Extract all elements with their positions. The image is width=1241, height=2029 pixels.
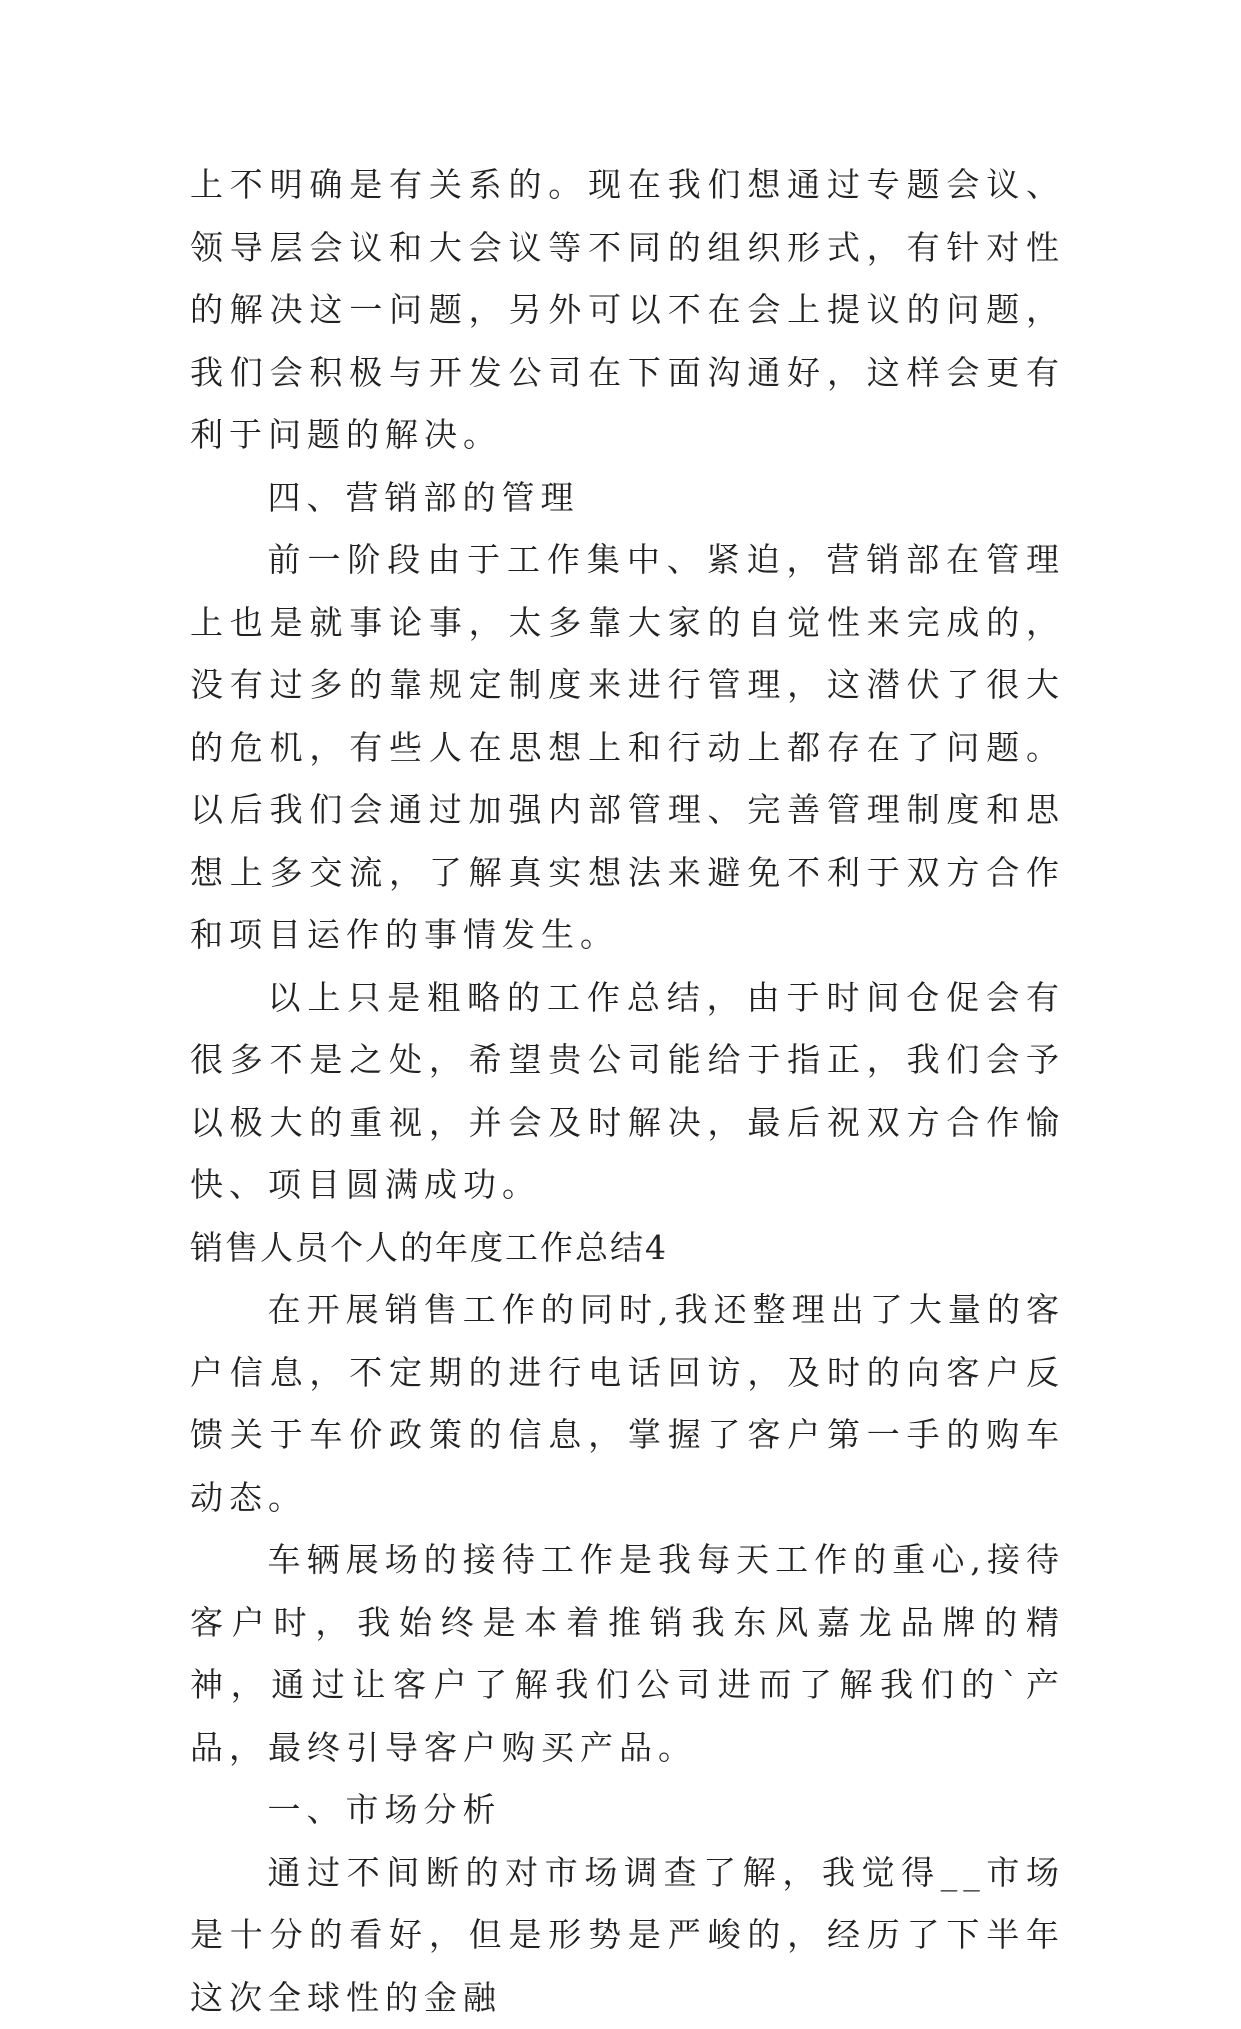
paragraph-market: 通过不间断的对市场调查了解，我觉得__市场是十分的看好，但是形势是严峻的，经历了下半年这次全球性的金融 bbox=[190, 1842, 1065, 2029]
paragraph-continued: 上不明确是有关系的。现在我们想通过专题会议、领导层会议和大会议等不同的组织形式，有针对性的解决这一问题，另外可以不在会上提议的问题，我们会积极与开发公司在下面沟通好，这样会更有利于问题的解决。 bbox=[190, 154, 1065, 467]
paragraph-reception: 车辆展场的接待工作是我每天工作的重心,接待客户时，我始终是本着推销我东风嘉龙品牌的精神，通过让客户了解我们公司进而了解我们的`产品，最终引导客户购买产品。 bbox=[190, 1529, 1065, 1779]
paragraph-conclusion: 以上只是粗略的工作总结，由于时间仓促会有很多不是之处，希望贵公司能给于指正，我们会予以极大的重视，并会及时解决，最后祝双方合作愉快、项目圆满成功。 bbox=[190, 967, 1065, 1217]
document-body bbox=[190, 154, 1065, 2029]
paragraph-customer-info: 在开展销售工作的同时,我还整理出了大量的客户信息，不定期的进行电话回访，及时的向客户反馈关于车价政策的信息，掌握了客户第一手的购车动态。 bbox=[190, 1279, 1065, 1529]
document-title: 销售人员个人的年度工作总结4 bbox=[190, 1217, 1065, 1280]
section-heading-market: 一、市场分析 bbox=[190, 1779, 1065, 1842]
paragraph-management: 前一阶段由于工作集中、紧迫，营销部在管理上也是就事论事，太多靠大家的自觉性来完成的，没有过多的靠规定制度来进行管理，这潜伏了很大的危机，有些人在思想上和行动上都存在了问题。以后我们会通过加强内部管理、完善管理制度和思想上多交流，了解真实想法来避免不利于双方合作和项目运作的事情发生。 bbox=[190, 529, 1065, 967]
section-heading-management: 四、营销部的管理 bbox=[190, 467, 1065, 530]
